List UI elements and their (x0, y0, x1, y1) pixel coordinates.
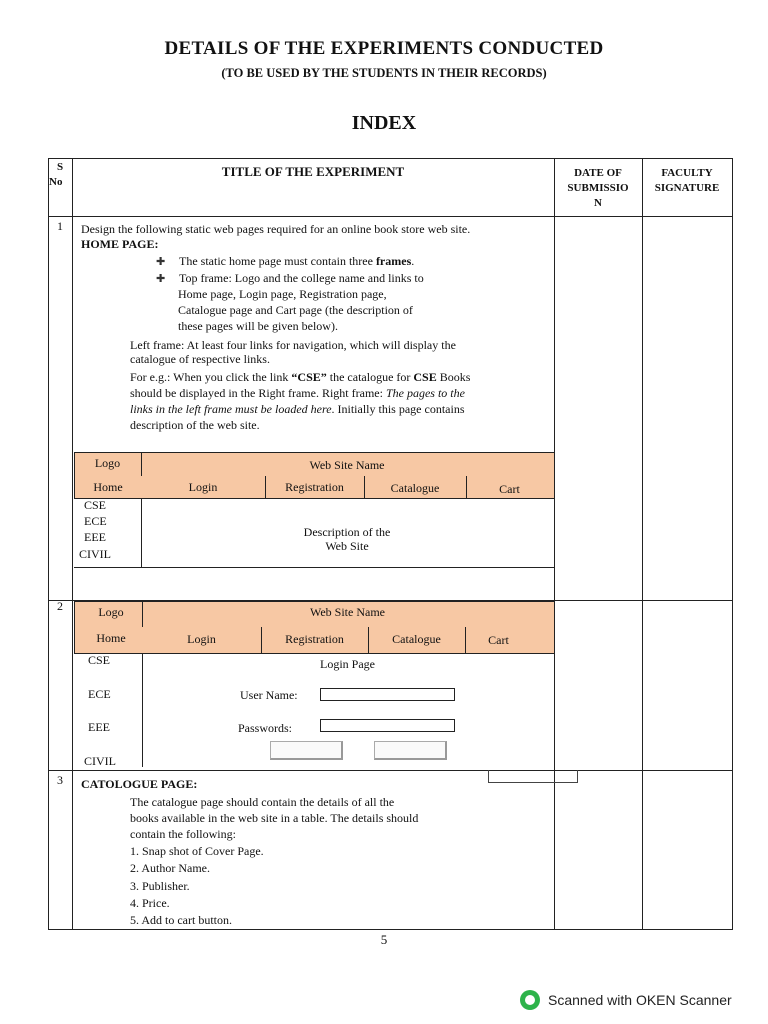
document-title: DETAILS OF THE EXPERIMENTS CONDUCTED (164, 38, 604, 59)
mockup1-nav-home[interactable]: Home (93, 480, 123, 494)
mockup2-nav-cart[interactable]: Cart (488, 633, 509, 647)
mockup1-logo: Logo (94, 456, 121, 470)
mockup1-nav-catalogue[interactable]: Catalogue (390, 481, 440, 495)
bullet-arrow-icon: ✚ (156, 273, 166, 285)
row3-item-4: 4. Price. (130, 896, 170, 910)
row1-number: 1 (57, 219, 63, 233)
row1-left-frame-line1: Left frame: At least four links for navigation, which will display the (130, 338, 456, 352)
sno-header: S No (49, 161, 64, 188)
row3-item-1: 1. Snap shot of Cover Page. (130, 844, 264, 858)
mockup1-side-ece[interactable]: ECE (84, 514, 107, 528)
row1-example-line3: links in the left frame must be loaded here. Initially this page contains (130, 402, 465, 416)
row1-example-line1: For e.g.: When you click the link “CSE” the catalogue for CSE Books (130, 370, 471, 384)
row3-item-2: 2. Author Name. (130, 861, 210, 875)
mockup2-nav-registration[interactable]: Registration (285, 632, 344, 646)
password-label: Passwords: (238, 721, 293, 735)
bullet-arrow-icon: ✚ (156, 256, 166, 268)
mockup1-nav-cart[interactable]: Cart (499, 482, 520, 496)
reset-button[interactable] (374, 741, 447, 760)
row3-line2: books available in the web site in a table. The details should (130, 811, 419, 825)
row1-heading: HOME PAGE: (81, 237, 159, 251)
mockup1-description-line2: Web Site (325, 539, 369, 553)
mockup2-nav-login[interactable]: Login (187, 632, 216, 646)
mockup2-nav-home[interactable]: Home (96, 631, 126, 645)
mockup2-logo: Logo (98, 605, 124, 619)
row1-bullet2: ✚ Top frame: Logo and the college name and links to (156, 271, 424, 285)
scanner-logo-icon (520, 990, 540, 1010)
mockup2-nav-catalogue[interactable]: Catalogue (392, 632, 441, 646)
username-label: User Name: (240, 688, 298, 702)
mockup2-side-civil[interactable]: CIVIL (84, 754, 116, 768)
row1-left-frame-line2: catalogue of respective links. (130, 352, 270, 366)
row2-number: 2 (57, 599, 63, 613)
mockup2-side-eee[interactable]: EEE (88, 720, 110, 734)
scanner-text: Scanned with OKEN Scanner (548, 992, 732, 1008)
row3-line1: The catalogue page should contain the details of all the (130, 795, 395, 809)
row1-example-line2: should be displayed in the Right frame. Right frame: The pages to the (130, 386, 465, 400)
mockup2-site-name: Web Site Name (309, 605, 385, 619)
row3-number: 3 (57, 773, 63, 787)
password-field[interactable] (320, 719, 455, 732)
mockup1-site-name: Web Site Name (309, 458, 385, 472)
mockup2-side-ece[interactable]: ECE (88, 687, 111, 701)
mockup1-side-cse[interactable]: CSE (84, 498, 107, 512)
row3-item-3: 3. Publisher. (130, 879, 190, 893)
row1-intro: Design the following static web pages required for an online book store web site. (81, 222, 471, 236)
row1-example-line4: description of the web site. (130, 418, 260, 432)
row1-bullet1: ✚ The static home page must contain three frames. (156, 254, 415, 268)
submit-button[interactable] (270, 741, 343, 760)
row1-bullet2-line4: these pages will be given below). (178, 319, 338, 333)
mockup2-side-cse[interactable]: CSE (88, 653, 111, 667)
mockup2-page-title: Login Page (320, 657, 375, 671)
mockup1-nav-registration[interactable]: Registration (285, 480, 344, 494)
mockup1-nav-login[interactable]: Login (188, 480, 218, 494)
index-heading: INDEX (351, 112, 417, 134)
row3-item-5: 5. Add to cart button. (130, 913, 232, 927)
row3-heading: CATOLOGUE PAGE: (81, 777, 198, 791)
mockup1-side-eee[interactable]: EEE (84, 530, 106, 544)
title-header: TITLE OF THE EXPERIMENT (221, 164, 405, 179)
row1-bullet2-line3: Catalogue page and Cart page (the description of (178, 303, 413, 317)
mockup1-side-civil[interactable]: CIVIL (79, 547, 111, 561)
username-field[interactable] (320, 688, 455, 701)
faculty-header: FACULTY SIGNATURE (654, 167, 720, 194)
date-header: DATE OF SUBMISSIO N (567, 167, 629, 209)
stray-box-fragment (488, 770, 578, 783)
page-number: 5 (380, 932, 388, 947)
scanner-watermark (520, 990, 732, 1010)
document-subtitle: (TO BE USED BY THE STUDENTS IN THEIR RECORDS) (221, 66, 547, 80)
mockup1-description-line1: Description of the (303, 525, 391, 539)
row1-bullet2-line2: Home page, Login page, Registration page, (178, 287, 387, 301)
row3-line3: contain the following: (130, 827, 236, 841)
